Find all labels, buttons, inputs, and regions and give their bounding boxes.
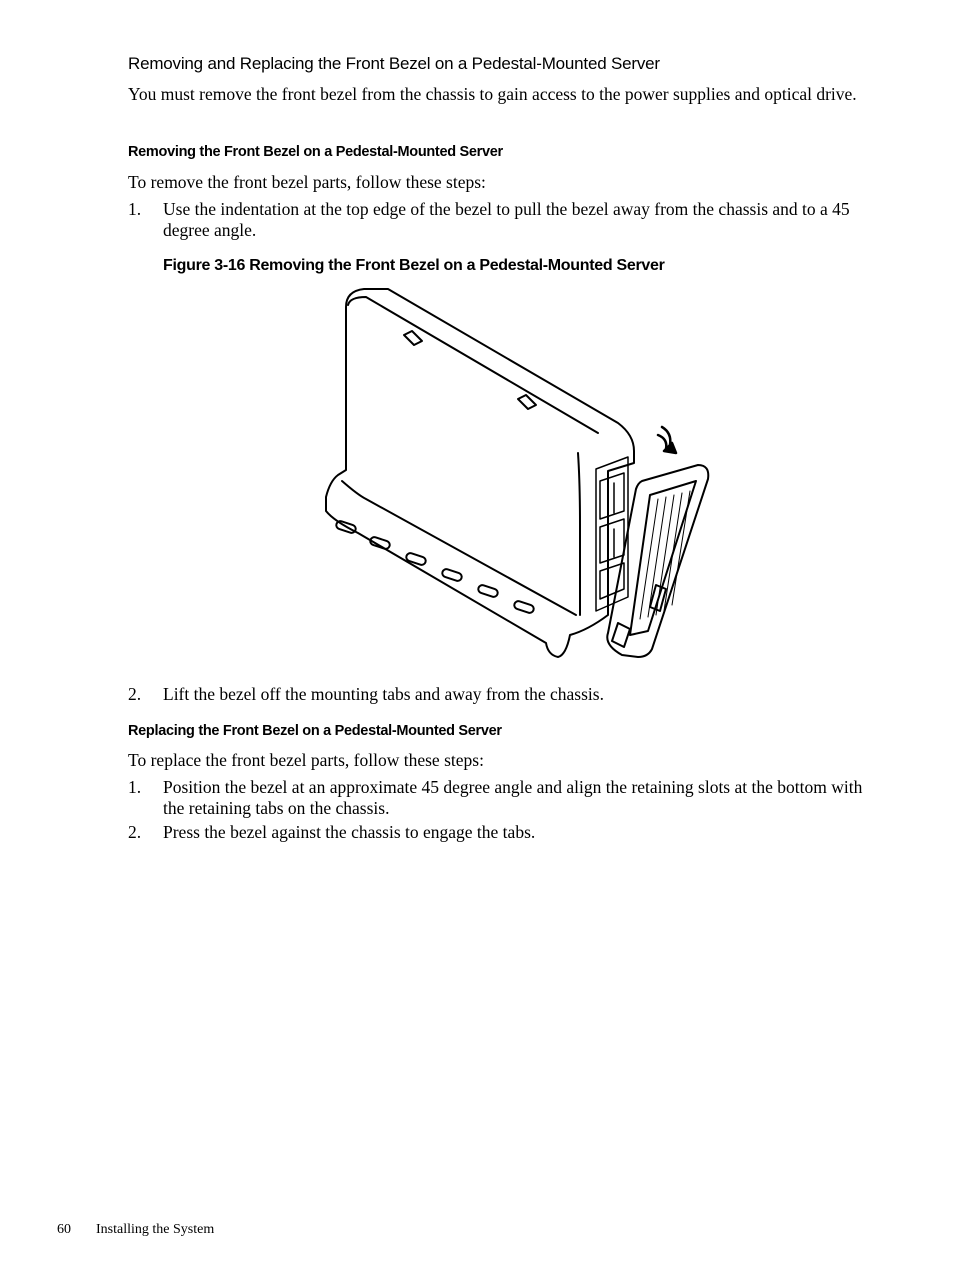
figure-caption: Figure 3-16 Removing the Front Bezel on a Pedestal-Mounted Server [163, 257, 665, 274]
removing-step-1 [128, 199, 873, 241]
replacing-heading: Replacing the Front Bezel on a Pedestal-Mounted Server [128, 723, 502, 739]
front-bezel [607, 465, 708, 657]
intro-paragraph: You must remove the front bezel from the chassis to gain access to the power supplies and optical drive. [128, 84, 857, 104]
removing-step-2 [128, 684, 873, 706]
step-text: Use the indentation at the top edge of the bezel to pull the bezel away from the chassis and to a 45 degree angle. [163, 199, 850, 240]
footer-chapter: Installing the System [96, 1222, 215, 1237]
step-text: Lift the bezel off the mounting tabs and away from the chassis. [163, 684, 604, 704]
bezel-removal-illustration [318, 285, 728, 665]
page-number: 60 [57, 1222, 71, 1237]
removing-lead: To remove the front bezel parts, follow these steps: [128, 172, 486, 192]
arrow-icon [658, 427, 676, 453]
removing-heading: Removing the Front Bezel on a Pedestal-Mounted Server [128, 144, 503, 160]
replacing-lead: To replace the front bezel parts, follow these steps: [128, 750, 484, 770]
step-text: Press the bezel against the chassis to engage the tabs. [163, 822, 536, 842]
foot-slots [335, 520, 534, 614]
step-number: 2. [128, 822, 142, 842]
section-heading: Removing and Replacing the Front Bezel on a Pedestal-Mounted Server [128, 54, 660, 73]
step-number: 1. [128, 199, 142, 219]
replacing-step-2 [128, 822, 873, 844]
step-text: Position the bezel at an approximate 45 degree angle and align the retaining slots at the bottom with the retaining tabs on the chassis. [163, 777, 863, 818]
step-number: 2. [128, 684, 142, 704]
drive-bays [596, 457, 628, 611]
step-number: 1. [128, 777, 142, 797]
replacing-step-1 [128, 777, 873, 819]
chassis-outline [326, 289, 634, 657]
